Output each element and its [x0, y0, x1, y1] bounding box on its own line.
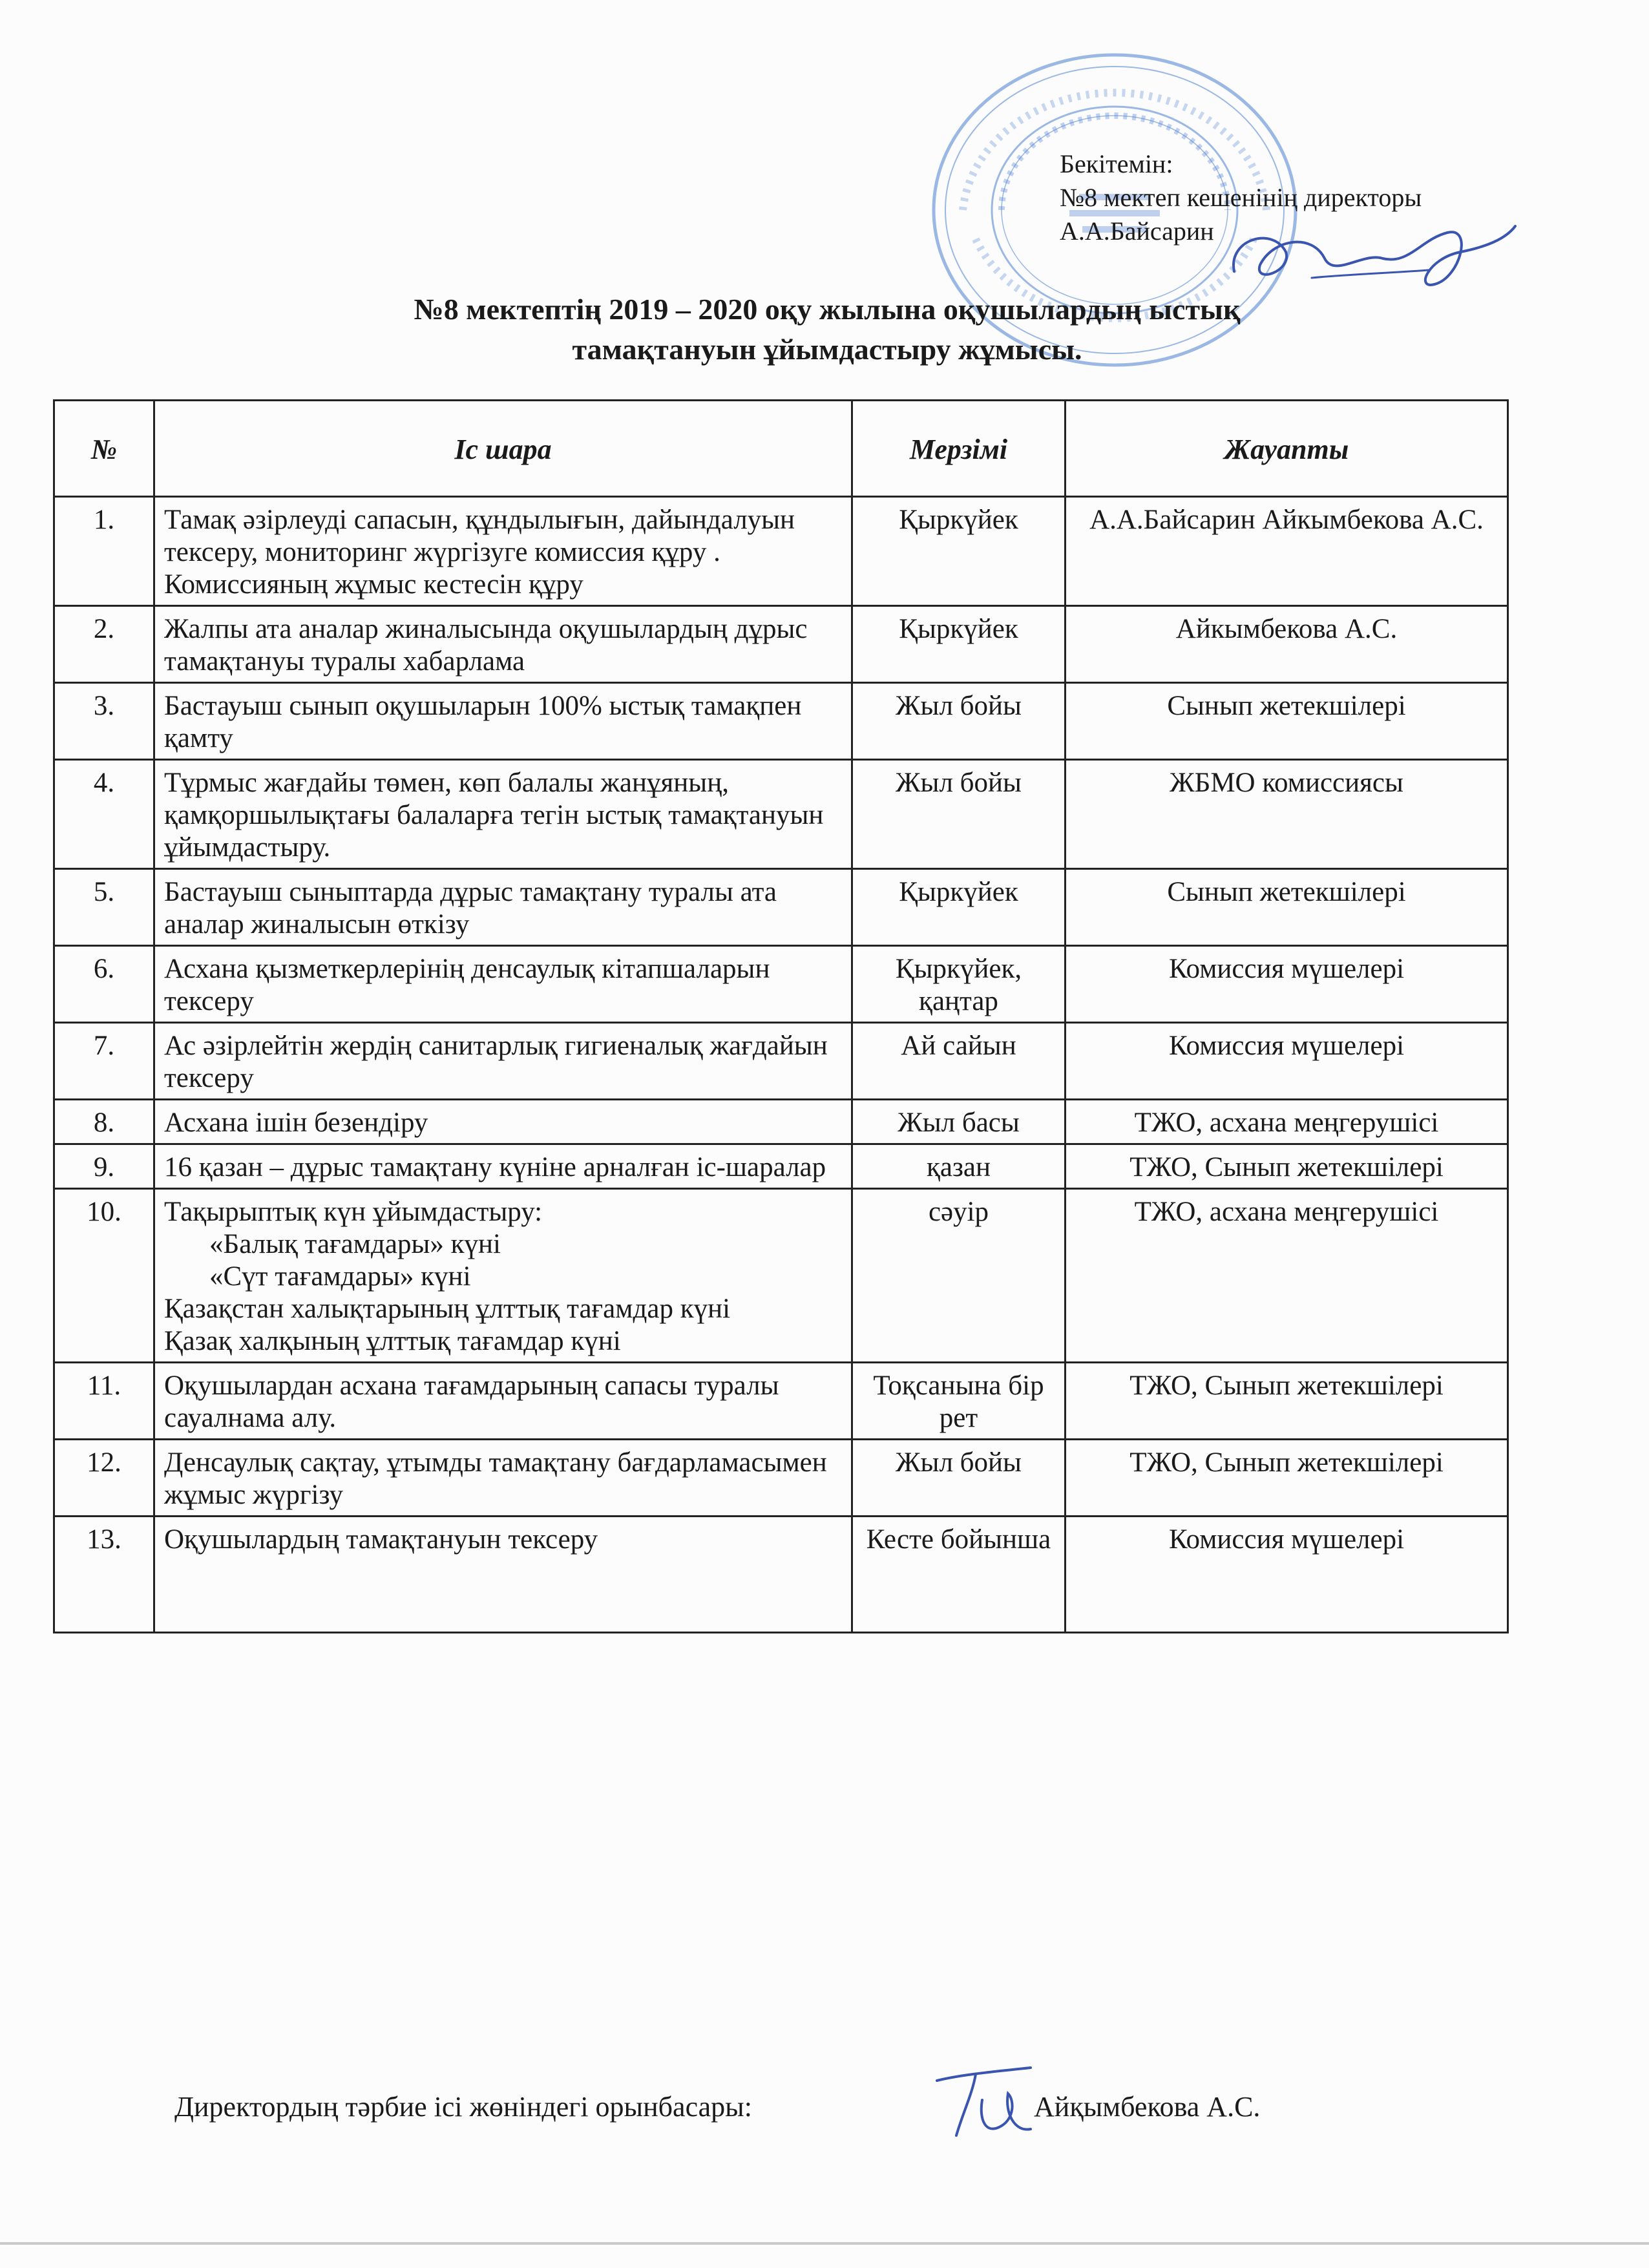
row-number: 3. [54, 683, 154, 760]
activity-item: Қазақ халқының ұлттық тағамдар күні [164, 1326, 621, 1356]
row-activity: Ас әзірлейтін жердің санитарлық гигиеналық жағдайын тексеру [154, 1023, 852, 1100]
row-responsible: ТЖО, асхана меңгерушісі [1066, 1189, 1508, 1363]
row-responsible: Айкымбекова А.С. [1066, 606, 1508, 683]
row-responsible: Сынып жетекшілері [1066, 869, 1508, 946]
row-deadline: Қыркүйек, қаңтар [852, 946, 1066, 1023]
row-deadline: Қыркүйек [852, 606, 1066, 683]
footer-signature-line [174, 2090, 1261, 2123]
row-number: 8. [54, 1100, 154, 1144]
row-activity [154, 1189, 852, 1363]
table-row [54, 760, 1508, 869]
document-title-line-2: тамақтануын ұйымдастыру жұмысы. [572, 333, 1082, 366]
row-activity: Жалпы ата аналар жиналысында оқушылардың дұрыс тамақтануы туралы хабарлама [154, 606, 852, 683]
row-number: 11. [54, 1363, 154, 1440]
table-row [54, 946, 1508, 1023]
row-activity: 16 қазан – дұрыс тамақтану күніне арналған іс-шаралар [154, 1144, 852, 1189]
row-activity: Бастауыш сынып оқушыларын 100% ыстық тамақпен қамту [154, 683, 852, 760]
row-activity: Тамақ әзірлеуді сапасын, құндылығын, дайындалуын тексеру, мониторинг жүргізуге комиссия құру . Комиссияның жұмыс кестесін құру [154, 497, 852, 606]
header-number: № [54, 401, 154, 497]
table-row [54, 1189, 1508, 1363]
table-row [54, 869, 1508, 946]
row-deadline: Қыркүйек [852, 869, 1066, 946]
row-activity: Оқушылардың тамақтануын тексеру [154, 1517, 852, 1633]
header-responsible: Жауапты [1066, 401, 1508, 497]
table-row [54, 1023, 1508, 1100]
row-deadline: Ай сайын [852, 1023, 1066, 1100]
deputy-signature [918, 2055, 1047, 2145]
deputy-position: Директордың тәрбие ісі жөніндегі орынбасары: [174, 2091, 752, 2123]
table-row [54, 497, 1508, 606]
row-deadline: Жыл бойы [852, 760, 1066, 869]
row-number: 9. [54, 1144, 154, 1189]
row-responsible: Комиссия мүшелері [1066, 1517, 1508, 1633]
row-activity: Бастауыш сыныптарда дұрыс тамақтану туралы ата аналар жиналысын өткізу [154, 869, 852, 946]
document-title [246, 289, 1409, 370]
table-row [54, 606, 1508, 683]
row-deadline: Жыл бойы [852, 683, 1066, 760]
row-activity: Тұрмыс жағдайы төмен, көп балалы жанұяның, қамқоршылықтағы балаларға тегін ыстық тамақтануын ұйымдастыру. [154, 760, 852, 869]
deputy-name: Айқымбекова А.С. [1034, 2091, 1261, 2123]
row-number: 7. [54, 1023, 154, 1100]
row-deadline: сәуір [852, 1189, 1066, 1363]
document-title-line-1: №8 мектептің 2019 – 2020 оқу жылына оқушылардың ыстық [414, 293, 1241, 326]
scan-edge-line [0, 2242, 1649, 2245]
row-number: 4. [54, 760, 154, 869]
row-responsible: ЖБМО комиссиясы [1066, 760, 1508, 869]
row-activity: Асхана ішін безендіру [154, 1100, 852, 1144]
row-number: 12. [54, 1440, 154, 1517]
row-responsible: Комиссия мүшелері [1066, 1023, 1508, 1100]
row-deadline: Қыркүйек [852, 497, 1066, 606]
approval-director-name: А.А.Байсарин [1060, 216, 1214, 246]
row-deadline: қазан [852, 1144, 1066, 1189]
row-deadline: Жыл бойы [852, 1440, 1066, 1517]
row-deadline: Тоқсанына бір рет [852, 1363, 1066, 1440]
table-row [54, 1517, 1508, 1633]
row-responsible: А.А.Байсарин Айкымбекова А.С. [1066, 497, 1508, 606]
row-number: 13. [54, 1517, 154, 1633]
row-deadline: Кесте бойынша [852, 1517, 1066, 1633]
row-responsible: Сынып жетекшілері [1066, 683, 1508, 760]
table-row [54, 683, 1508, 760]
row-number: 6. [54, 946, 154, 1023]
table-row [54, 1100, 1508, 1144]
table-row [54, 1440, 1508, 1517]
row-activity: Денсаулық сақтау, ұтымды тамақтану бағдарламасымен жұмыс жүргізу [154, 1440, 852, 1517]
activity-title: Тақырыптық күн ұйымдастыру: [164, 1197, 543, 1227]
table-row [54, 1363, 1508, 1440]
row-number: 2. [54, 606, 154, 683]
header-deadline: Мерзімі [852, 401, 1066, 497]
row-deadline: Жыл басы [852, 1100, 1066, 1144]
row-responsible: ТЖО, Сынып жетекшілері [1066, 1363, 1508, 1440]
table-header-row [54, 401, 1508, 497]
activity-item: Қазақстан халықтарының ұлттық тағамдар күні [164, 1294, 731, 1324]
approval-director-title: №8 мектеп кешенінің директоры [1060, 183, 1422, 212]
plan-table [53, 399, 1509, 1633]
row-responsible: ТЖО, Сынып жетекшілері [1066, 1144, 1508, 1189]
row-number: 1. [54, 497, 154, 606]
row-activity: Асхана қызметкерлерінің денсаулық кітапшаларын тексеру [154, 946, 852, 1023]
row-responsible: ТЖО, Сынып жетекшілері [1066, 1440, 1508, 1517]
row-responsible: Комиссия мүшелері [1066, 946, 1508, 1023]
header-activity: Іс шара [154, 401, 852, 497]
row-responsible: ТЖО, асхана меңгерушісі [1066, 1100, 1508, 1144]
row-activity: Оқушылардан асхана тағамдарының сапасы туралы сауалнама алу. [154, 1363, 852, 1440]
approval-heading: Бекітемін: [1060, 149, 1173, 178]
activity-item: «Сүт тағамдары» күні [209, 1261, 471, 1292]
row-number: 10. [54, 1189, 154, 1363]
row-number: 5. [54, 869, 154, 946]
activity-item: «Балық тағамдары» күні [209, 1229, 501, 1259]
table-row [54, 1144, 1508, 1189]
